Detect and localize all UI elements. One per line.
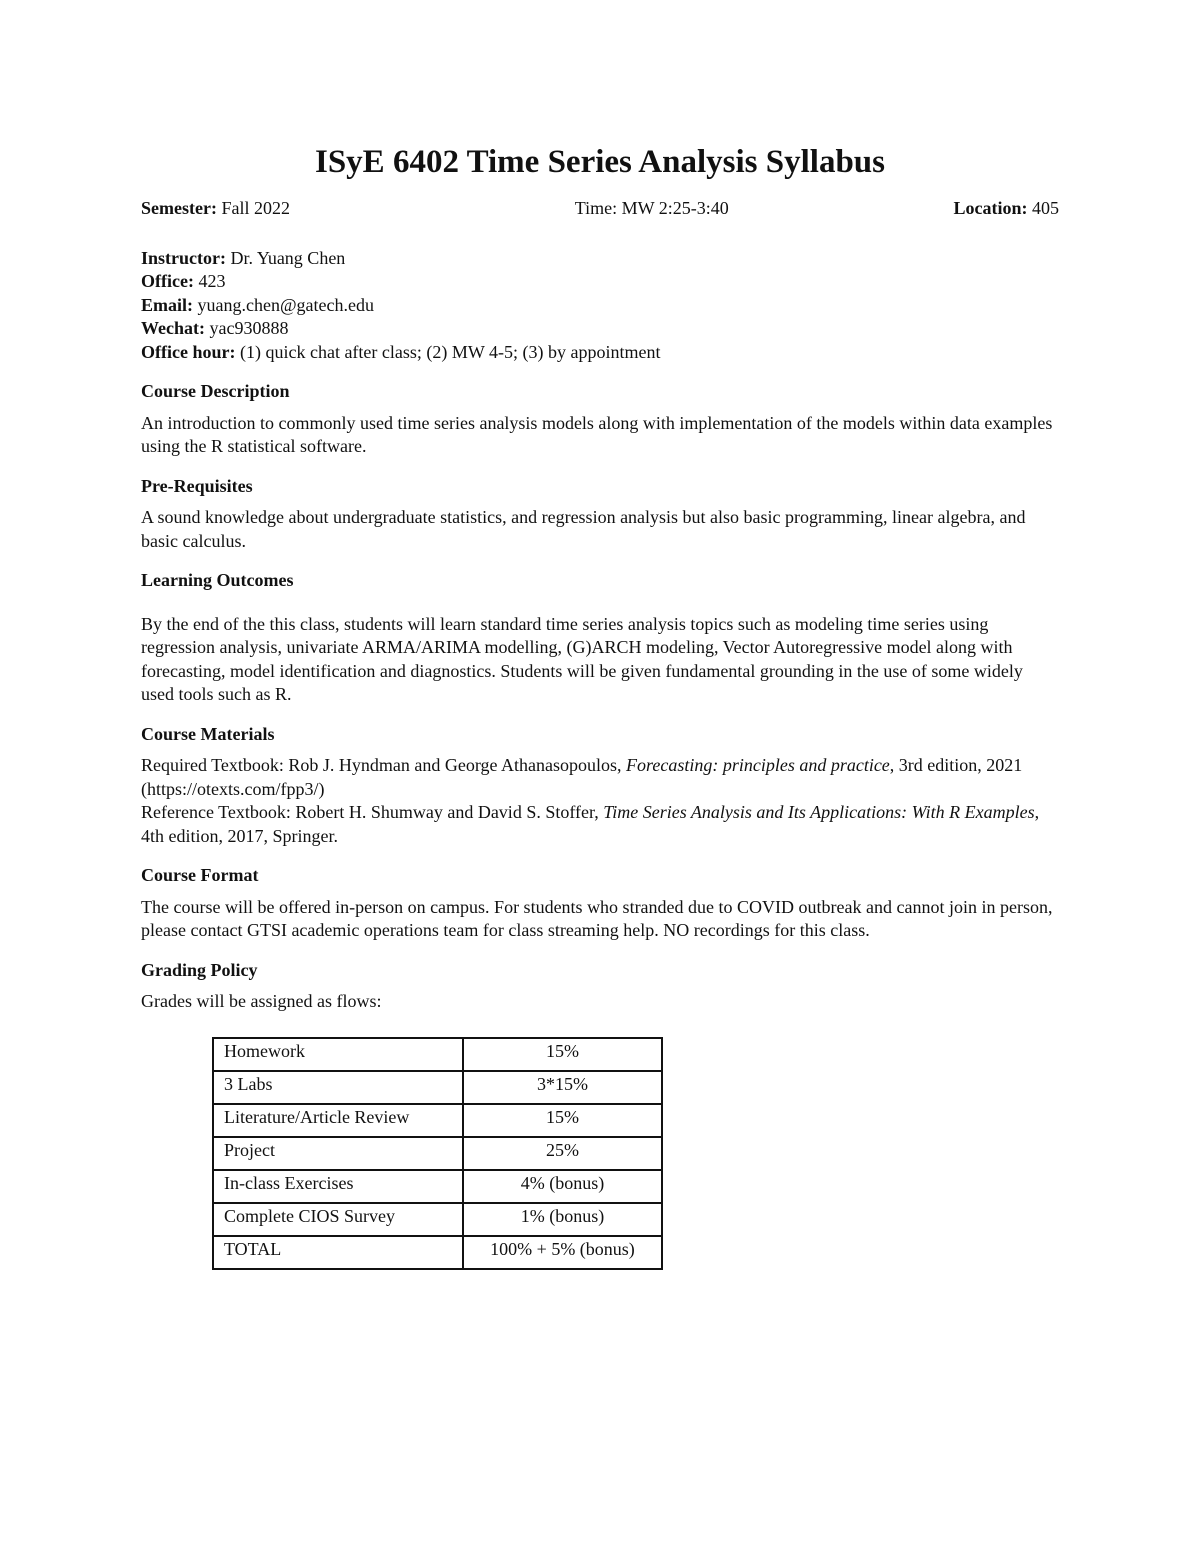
grade-weight: 15% bbox=[463, 1104, 662, 1137]
course-description-body: An introduction to commonly used time series analysis models along with implementation of the models within data examples using the R statistical software. bbox=[141, 412, 1053, 456]
prerequisites-body: A sound knowledge about undergraduate statistics, and regression analysis but also basic programming, linear algebra, and basic calculus. bbox=[141, 507, 1026, 551]
email-line bbox=[141, 294, 1059, 318]
course-materials-body bbox=[141, 754, 1059, 848]
learning-outcomes-body: By the end of the this class, students will learn standard time series analysis topics such as modeling time series using regression analysis, univariate ARMA/ARIMA modelling, (G)ARCH modeling, Vector Autoregressive model along with forecasting, model identification and diagnostics. Students will be given fundamental grounding in the use of some widely used tools such as R. bbox=[141, 613, 1023, 704]
grade-item: Homework bbox=[213, 1038, 463, 1071]
grade-weight: 15% bbox=[463, 1038, 662, 1071]
grading-policy-intro: Grades will be assigned as flows: bbox=[141, 991, 382, 1011]
table-row bbox=[213, 1071, 662, 1104]
email-value: yuang.chen@gatech.edu bbox=[193, 294, 375, 315]
email-label: Email: bbox=[141, 294, 193, 315]
wechat-label: Wechat: bbox=[141, 318, 205, 338]
table-row bbox=[213, 1038, 662, 1071]
office-hour-value: (1) quick chat after class; (2) MW 4-5; (3) by appointment bbox=[235, 341, 661, 362]
semester-label: Semester: bbox=[141, 198, 217, 218]
location-label: Location: bbox=[953, 198, 1028, 218]
office-label: Office: bbox=[141, 271, 194, 291]
grading-table bbox=[212, 1037, 663, 1270]
semester-info bbox=[141, 197, 290, 221]
required-textbook-prefix: Required Textbook: Rob J. Hyndman and George Athanasopoulos, bbox=[141, 755, 627, 775]
course-meta-row bbox=[141, 197, 1059, 221]
required-textbook-suffix: , 3rd edition, 2021 (https://otexts.com/fpp3/) bbox=[141, 755, 1023, 799]
grade-weight: 25% bbox=[463, 1137, 662, 1170]
instructor-label: Instructor: bbox=[141, 247, 226, 268]
location-info bbox=[953, 197, 1059, 221]
grade-item: Literature/Article Review bbox=[213, 1104, 463, 1137]
grade-item: Project bbox=[213, 1137, 463, 1170]
table-row bbox=[213, 1170, 662, 1203]
instructor-value: Dr. Yuang Chen bbox=[225, 247, 346, 268]
semester-value: Fall 2022 bbox=[216, 198, 290, 218]
grade-item: TOTAL bbox=[213, 1236, 463, 1269]
course-materials-heading: Course Materials bbox=[141, 723, 275, 744]
location-value: 405 bbox=[1027, 198, 1059, 218]
table-row bbox=[213, 1203, 662, 1236]
office-hour-line bbox=[141, 341, 1059, 365]
required-textbook-title: Forecasting: principles and practice bbox=[626, 755, 890, 775]
course-format-body: The course will be offered in-person on campus. For students who stranded due to COVID outbreak and cannot join in person, please contact GTSI academic operations team for class streaming help. NO recordings for this class. bbox=[141, 896, 1053, 940]
table-row bbox=[213, 1104, 662, 1137]
course-format-heading: Course Format bbox=[141, 865, 259, 885]
office-value: 423 bbox=[193, 271, 226, 291]
time-info: Time: MW 2:25-3:40 bbox=[574, 198, 729, 218]
reference-textbook-prefix: Reference Textbook: Robert H. Shumway and David S. Stoffer, bbox=[141, 802, 604, 822]
wechat-line bbox=[141, 317, 1059, 341]
prerequisites-heading: Pre-Requisites bbox=[141, 475, 253, 496]
reference-textbook-title: Time Series Analysis and Its Applications: With R Examples bbox=[603, 802, 1035, 822]
grade-item: 3 Labs bbox=[213, 1071, 463, 1104]
table-row bbox=[213, 1236, 662, 1269]
wechat-value: yac930888 bbox=[204, 318, 289, 338]
grade-weight: 100% + 5% (bonus) bbox=[463, 1236, 662, 1269]
reference-textbook-suffix: , 4th edition, 2017, Springer. bbox=[141, 802, 1040, 846]
instructor-contact bbox=[141, 247, 1059, 365]
office-line bbox=[141, 270, 1059, 294]
grade-weight: 4% (bonus) bbox=[463, 1170, 662, 1203]
office-hour-label: Office hour: bbox=[141, 341, 236, 362]
grade-item: Complete CIOS Survey bbox=[213, 1203, 463, 1236]
grade-weight: 1% (bonus) bbox=[463, 1203, 662, 1236]
instructor-line bbox=[141, 247, 1059, 271]
grade-weight: 3*15% bbox=[463, 1071, 662, 1104]
page-title: ISyE 6402 Time Series Analysis Syllabus bbox=[314, 144, 885, 180]
grade-item: In-class Exercises bbox=[213, 1170, 463, 1203]
course-description-heading: Course Description bbox=[141, 381, 290, 401]
grading-policy-heading: Grading Policy bbox=[141, 959, 258, 980]
table-row bbox=[213, 1137, 662, 1170]
page-content bbox=[141, 140, 1059, 1270]
learning-outcomes-heading: Learning Outcomes bbox=[141, 570, 294, 590]
